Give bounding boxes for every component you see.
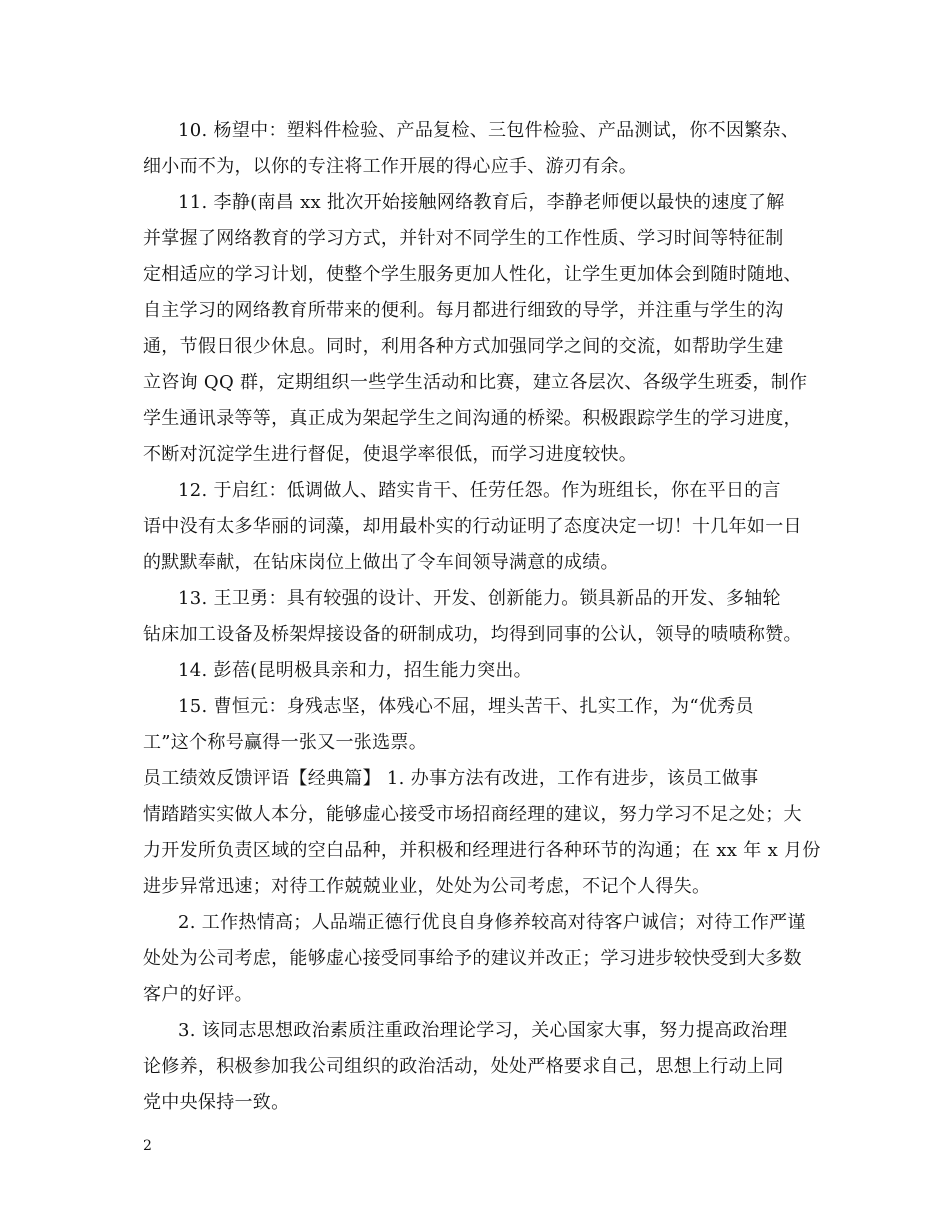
text-line: 学生通讯录等等，真正成为架起学生之间沟通的桥梁。积极跟踪学生的学习进度， xyxy=(143,408,802,429)
section-heading-line: 员工绩效反馈评语【经典篇】 1. 办事方法有改进，工作有进步，该员工做事 xyxy=(143,768,759,789)
text-line: 的默默奉献，在钻床岗位上做出了令车间领导满意的成绩。 xyxy=(143,552,619,573)
text-line: 3. 该同志思想政治素质注重政治理论学习，关心国家大事，努力提高政治理 xyxy=(178,1020,788,1041)
text-line: 12. 于启红：低调做人、踏实肯干、任劳任怨。作为班组长，你在平日的言 xyxy=(178,480,781,501)
text-line: 钻床加工设备及桥架焊接设备的研制成功，均得到同事的公认，领导的啧啧称赞。 xyxy=(143,624,802,645)
text-line: 2. 工作热情高；人品端正德行优良自身修养较高对待客户诚信；对待工作严谨 xyxy=(178,912,806,933)
text-line: 11. 李静(南昌 xx 批次开始接触网络教育后，李静老师便以最快的速度了解 xyxy=(178,192,785,213)
text-line: 处处为公司考虑，能够虚心接受同事给予的建议并改正；学习进步较快受到大多数 xyxy=(143,948,802,969)
text-line: 自主学习的网络教育所带来的便利。每月都进行细致的导学，并注重与学生的沟 xyxy=(143,300,784,321)
text-line: 细小而不为，以你的专注将工作开展的得心应手、游刃有余。 xyxy=(143,156,638,177)
text-line: 力开发所负责区域的空白品种，并积极和经理进行各种环节的沟通；在 xx 年 x 月份 xyxy=(143,840,821,861)
text-line: 10. 杨望中：塑料件检验、产品复检、三包件检验、产品测试，你不因繁杂、 xyxy=(178,120,800,141)
text-line: 党中央保持一致。 xyxy=(143,1092,290,1113)
text-line: 15. 曹恒元：身残志坚，体残心不屈，埋头苦干、扎实工作，为“优秀员 xyxy=(178,696,754,717)
text-line: 客户的好评。 xyxy=(143,984,253,1005)
text-line: 立咨询 QQ 群，定期组织一些学生活动和比赛，建立各层次、各级学生班委，制作 xyxy=(143,372,808,393)
text-line: 进步异常迅速；对待工作兢兢业业，处处为公司考虑，不记个人得失。 xyxy=(143,876,711,897)
text-line: 情踏踏实实做人本分，能够虚心接受市场招商经理的建议，努力学习不足之处；大 xyxy=(143,804,802,825)
text-line: 13. 王卫勇：具有较强的设计、开发、创新能力。锁具新品的开发、多轴轮 xyxy=(178,588,781,609)
text-line: 不断对沉淀学生进行督促，使退学率很低，而学习进度较快。 xyxy=(143,444,638,465)
page-number: 2 xyxy=(143,1138,152,1154)
text-line: 定相适应的学习计划，使整个学生服务更加人性化，让学生更加体会到随时随地、 xyxy=(143,264,802,285)
text-line: 14. 彭蓓(昆明极具亲和力，招生能力突出。 xyxy=(178,660,532,681)
text-line: 论修养，积极参加我公司组织的政治活动，处处严格要求自己，思想上行动上同 xyxy=(143,1056,784,1077)
text-line: 语中没有太多华丽的词藻，却用最朴实的行动证明了态度决定一切！十几年如一日 xyxy=(143,516,802,537)
text-line: 并掌握了网络教育的学习方式，并针对不同学生的工作性质、学习时间等特征制 xyxy=(143,228,784,249)
text-line: 通，节假日很少休息。同时，利用各种方式加强同学之间的交流，如帮助学生建 xyxy=(143,336,784,357)
text-line: 工”这个称号赢得一张又一张选票。 xyxy=(143,732,428,753)
